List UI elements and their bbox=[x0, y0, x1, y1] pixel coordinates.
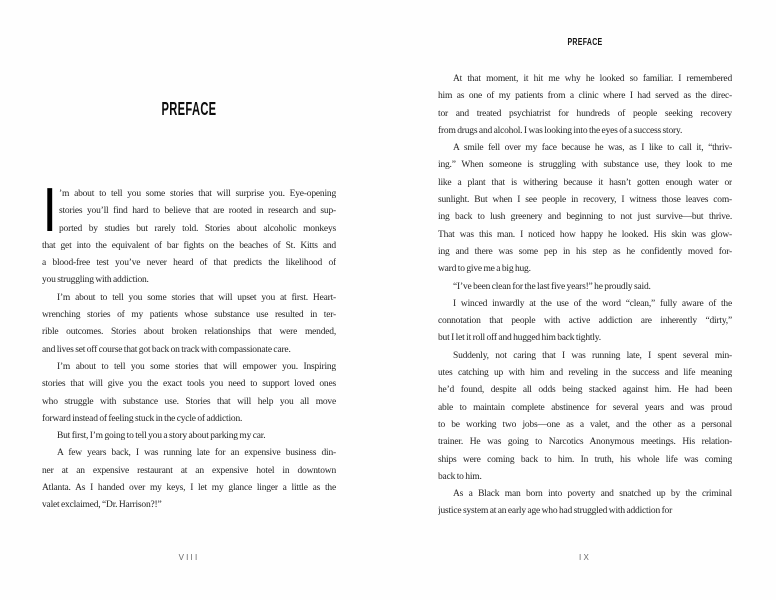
text-line: back to him. bbox=[438, 471, 482, 482]
text-line: him as one of my patients from a clinic where I had served as the direc- bbox=[438, 91, 732, 102]
text-line: connotation that people with active addiction are inherently “dirty,” bbox=[438, 316, 732, 327]
text-line: but I let it roll off and hugged him back tightly. bbox=[438, 333, 601, 344]
running-head: PREFACE bbox=[567, 37, 603, 48]
text-line: forward instead of feeling stuck in the cycle of addiction. bbox=[42, 413, 243, 424]
text-line: ing.” When someone is struggling with substance use, they look to me bbox=[438, 160, 732, 171]
text-line: utes catching up with him and reveling in the success and life meaning bbox=[438, 368, 732, 379]
text-line: As a Black man born into poverty and snatched up by the criminal bbox=[453, 489, 732, 500]
text-line: A smile fell over my face because he was, as I like to call it, “thriv- bbox=[453, 143, 732, 154]
text-line: who struggle with substance use. Stories that will help you all move bbox=[42, 396, 336, 407]
drop-cap-letter: I bbox=[45, 176, 55, 245]
text-line: to be working two jobs—one as a valet, and the other as a personal bbox=[438, 419, 732, 430]
left-page-number: VIII bbox=[178, 553, 200, 562]
text-line: a blood-free test you’ve never heard of that predicts the likelihood of bbox=[42, 258, 336, 269]
text-line: I winced inwardly at the use of the word “clean,” fully aware of the bbox=[453, 298, 732, 309]
text-line: trainer. He was going to Narcotics Anonymous meetings. His relation- bbox=[438, 437, 732, 448]
text-line: stories that will give you the exact tools you need to support loved ones bbox=[42, 379, 336, 390]
text-line: that get into the equivalent of bar fights on the beaches of St. Kitts and bbox=[42, 240, 336, 251]
right-page bbox=[438, 0, 732, 600]
text-line: ships were coming back to him. In truth, his whole life was coming bbox=[438, 454, 732, 465]
text-line: able to maintain complete abstinence for several years and was proud bbox=[438, 402, 732, 413]
text-line: wrenching stories of my patients whose substance use resulted in ter- bbox=[42, 310, 336, 321]
right-page-number: IX bbox=[579, 553, 591, 562]
text-line: valet exclaimed, “Dr. Harrison?!” bbox=[42, 500, 162, 511]
text-line: I’m about to tell you some stories that will upset you at first. Heart- bbox=[57, 292, 336, 303]
text-line: ported by studies but rarely told. Stories about alcoholic monkeys bbox=[59, 223, 336, 234]
text-line: ing back to lush greenery and beginning to not just survive—but thrive. bbox=[438, 212, 732, 223]
text-line: stories you’ll find hard to believe that are rooted in research and sup- bbox=[59, 206, 336, 217]
text-line: That was this man. I noticed how happy he looked. His skin was glow- bbox=[438, 229, 732, 240]
text-line: I’m about to tell you some stories that will empower you. Inspiring bbox=[57, 361, 336, 372]
text-line: he’d found, despite all odds being stacked against him. He had been bbox=[438, 385, 732, 396]
text-line: like a plant that is withering because it hasn’t gotten enough water or bbox=[438, 177, 732, 188]
text-line: ing and there was some pep in his step as he confidently moved for- bbox=[438, 246, 732, 257]
text-line: ner at an expensive restaurant at an expensive hotel in downtown bbox=[42, 465, 336, 476]
text-line: But first, I’m going to tell you a story about parking my car. bbox=[57, 431, 266, 442]
text-line: “I’ve been clean for the last five years!” he proudly said. bbox=[453, 281, 651, 292]
text-line: ’m about to tell you some stories that will surprise you. Eye-opening bbox=[59, 189, 336, 199]
text-line: At that moment, it hit me why he looked so familiar. I remembered bbox=[453, 74, 732, 84]
text-line: you struggling with addiction. bbox=[42, 275, 149, 286]
left-page bbox=[42, 0, 336, 600]
text-line: justice system at an early age who had struggled with addiction for bbox=[438, 506, 673, 517]
chapter-title: PREFACE bbox=[161, 99, 217, 119]
text-line: Suddenly, not caring that I was running late, I spent several min- bbox=[453, 350, 732, 361]
text-line: and lives set off course that got back on track with compassionate care. bbox=[42, 344, 291, 355]
text-line: Atlanta. As I handed over my keys, I let my glance linger a little as the bbox=[42, 483, 336, 494]
text-line: A few years back, I was running late for an expensive business din- bbox=[57, 448, 336, 459]
text-line: sunlight. But when I see people in recovery, I witness those leaves com- bbox=[438, 195, 732, 206]
right-page-body bbox=[438, 71, 732, 521]
text-line: ward to give me a big hug. bbox=[438, 264, 531, 275]
left-page-body bbox=[42, 176, 336, 515]
text-line: rible outcomes. Stories about broken relationships that were mended, bbox=[42, 327, 336, 338]
text-line: tor and treated psychiatrist for hundreds of people seeking recovery bbox=[438, 108, 732, 119]
text-line: from drugs and alcohol. I was looking into the eyes of a success story. bbox=[438, 125, 683, 136]
